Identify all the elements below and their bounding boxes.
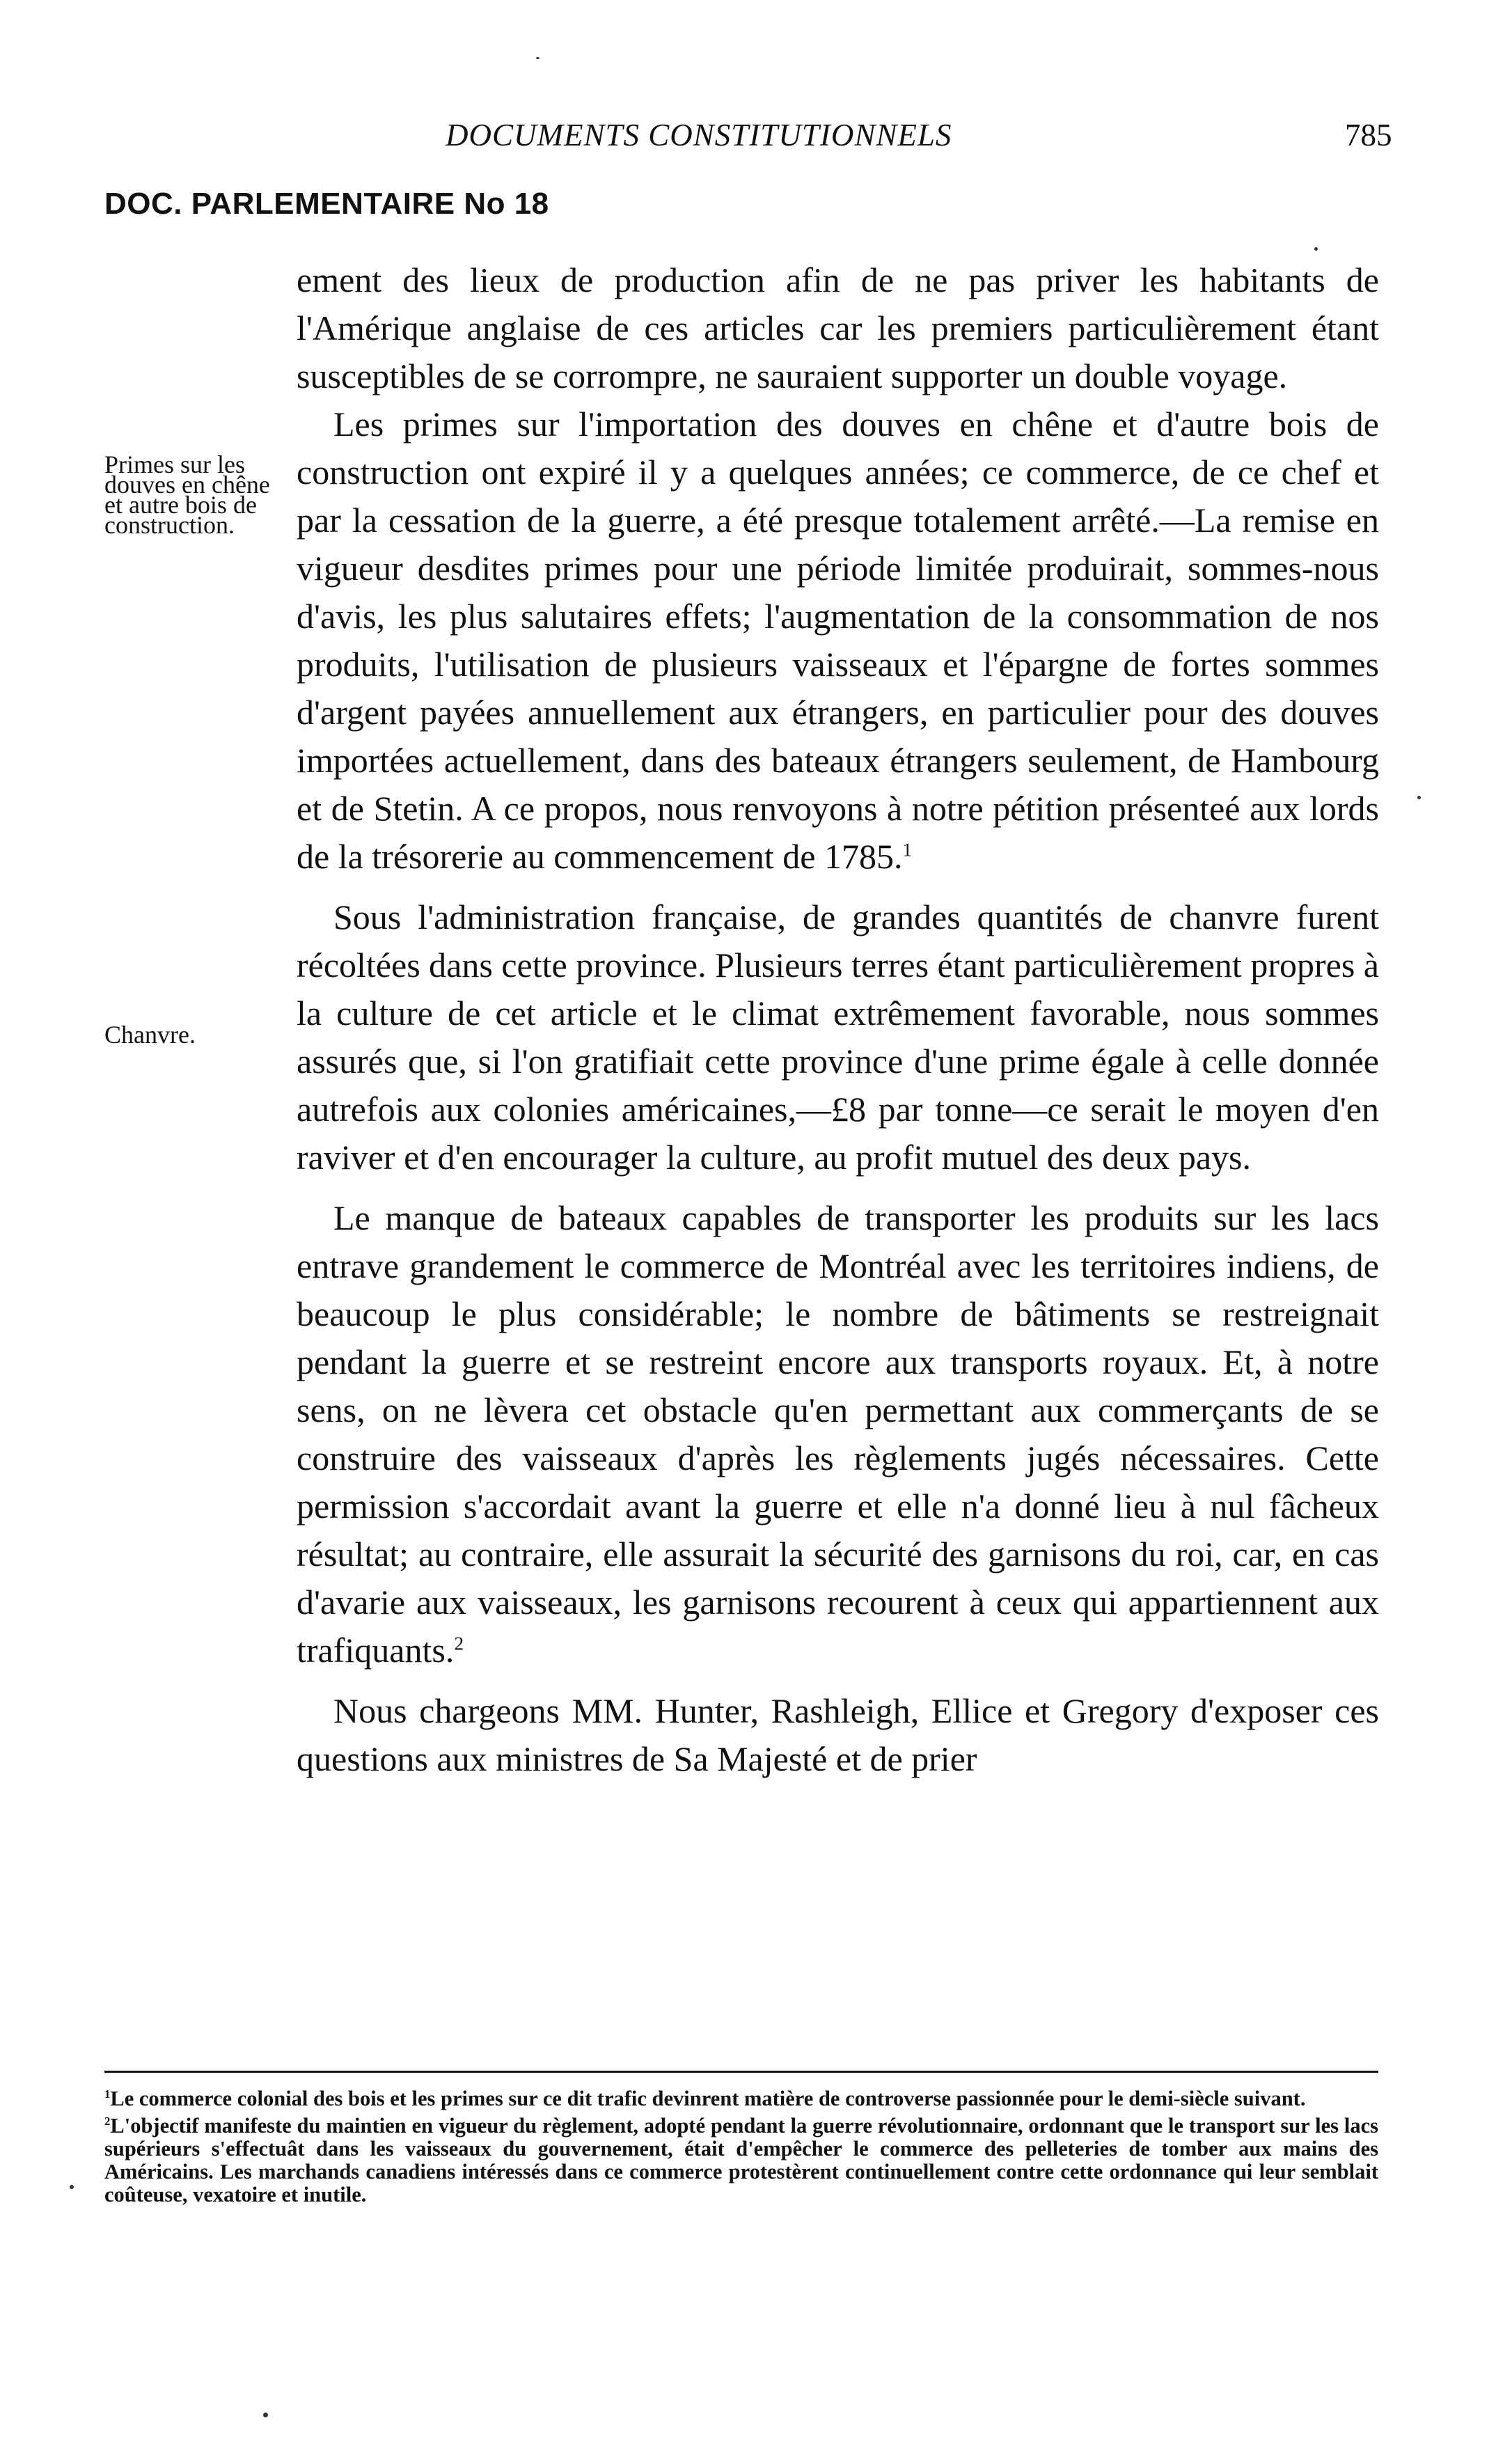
footnote-separator bbox=[104, 2071, 1378, 2073]
footnote-ref: 1 bbox=[902, 838, 913, 861]
footnote bbox=[104, 2087, 1378, 2110]
main-text bbox=[297, 256, 1379, 1783]
margin-note-primes: Primes sur les douves en chêne et autre bois de construction. bbox=[104, 450, 270, 539]
footnote-mark: 2 bbox=[104, 2114, 111, 2128]
paragraph: Sous l'administration française, de grandes quantités de chanvre furent récoltées dans cette province. Plusieurs terres étant particulièrement propres à la culture de cet article et le climat extrêmement favorable, nous sommes assurés que, si l'on gratifiait cette province d'une prime égale à celle donnée autrefois aux colonies américaines,—£8 par tonne—ce serait le moyen d'en raviver et d'en encourager la culture, au profit mutuel des deux pays. bbox=[297, 897, 1379, 1177]
scan-speck bbox=[1417, 796, 1421, 799]
margin-note-chanvre: Chanvre. bbox=[104, 1021, 196, 1049]
paragraph bbox=[297, 400, 1379, 881]
paragraph-text: Les primes sur l'importation des douves en chêne et d'autre bois de construction ont expiré il y a quelques années; ce commerce, de ce chef et par la cessation de la guerre, a été presque totalement arrêté.—La remise en vigueur desdites primes pour une période limitée produirait, sommes-nous d'avis, les plus salutaires effets; l'augmentation de la consommation de nos produits, l'utilisation de plusieurs vaisseaux et l'épargne de fortes sommes d'argent payées annuellement aux étrangers, en particulier pour des douves importées actuellement, dans des bateaux étrangers seulement, de Hambourg et de Stetin. A ce propos, nous renvoyons à notre pétition présenteé aux lords de la trésorerie au commencement de 1785. bbox=[297, 405, 1379, 876]
scan-speck bbox=[70, 2185, 74, 2189]
scan-speck bbox=[536, 57, 540, 59]
footnote-ref: 2 bbox=[454, 1632, 464, 1654]
footnote bbox=[104, 2115, 1378, 2206]
footnote-text: L'objectif manifeste du maintien en vigueur du règlement, adopté pendant la guerre révolutionnaire, ordonnant que le transport sur les lacs supérieurs s'effectuât dans les vaisseaux du gouvernement, était d'empêcher le commerce des pelleteries de tomber aux mains des Américains. Les marchands canadiens intéressés dans ce commerce protestèrent continuellement contre cette ordonnance qui leur semblait coûteuse, vexatoire et inutile. bbox=[104, 2114, 1378, 2206]
footnotes bbox=[104, 2087, 1378, 2211]
paragraph bbox=[297, 1194, 1379, 1674]
running-header-title: DOCUMENTS CONSTITUTIONNELS bbox=[446, 118, 952, 152]
paragraph-text: Le manque de bateaux capables de transporter les produits sur les lacs entrave grandement le commerce de Montréal avec les territoires indiens, de beaucoup le plus considérable; le nombre de bâtiments se restreignait pendant la guerre et se restreint encore aux transports royaux. Et, à notre sens, on ne lèvera cet obstacle qu'en permettant aux commerçants de se construire des vaisseaux d'après les règlements jugés nécessaires. Cette permission s'accordait avant la guerre et elle n'a donné lieu à nul fâcheux résultat; au contraire, elle assurait la sécurité des garnisons du roi, car, en cas d'avarie aux vaisseaux, les garnisons recourent à ceux qui appartiennent aux trafiquants. bbox=[297, 1198, 1379, 1670]
scan-speck bbox=[263, 2413, 268, 2417]
document-reference: DOC. PARLEMENTAIRE No 18 bbox=[104, 187, 549, 221]
page-number: 785 bbox=[1345, 118, 1392, 152]
scan-speck bbox=[1314, 247, 1318, 251]
paragraph: Nous chargeons MM. Hunter, Rashleigh, Ellice et Gregory d'exposer ces questions aux ministres de Sa Majesté et de prier bbox=[297, 1691, 1379, 1778]
footnote-mark: 1 bbox=[104, 2087, 111, 2101]
footnote-text: Le commerce colonial des bois et les primes sur ce dit trafic devinrent matière de controverse passionnée pour le demi-siècle suivant. bbox=[110, 2087, 1306, 2110]
paragraph: ement des lieux de production afin de ne pas priver les habitants de l'Amérique anglaise de ces articles car les premiers particulièrement étant susceptibles de se corrompre, ne sauraient supporter un double voyage. bbox=[297, 260, 1379, 395]
